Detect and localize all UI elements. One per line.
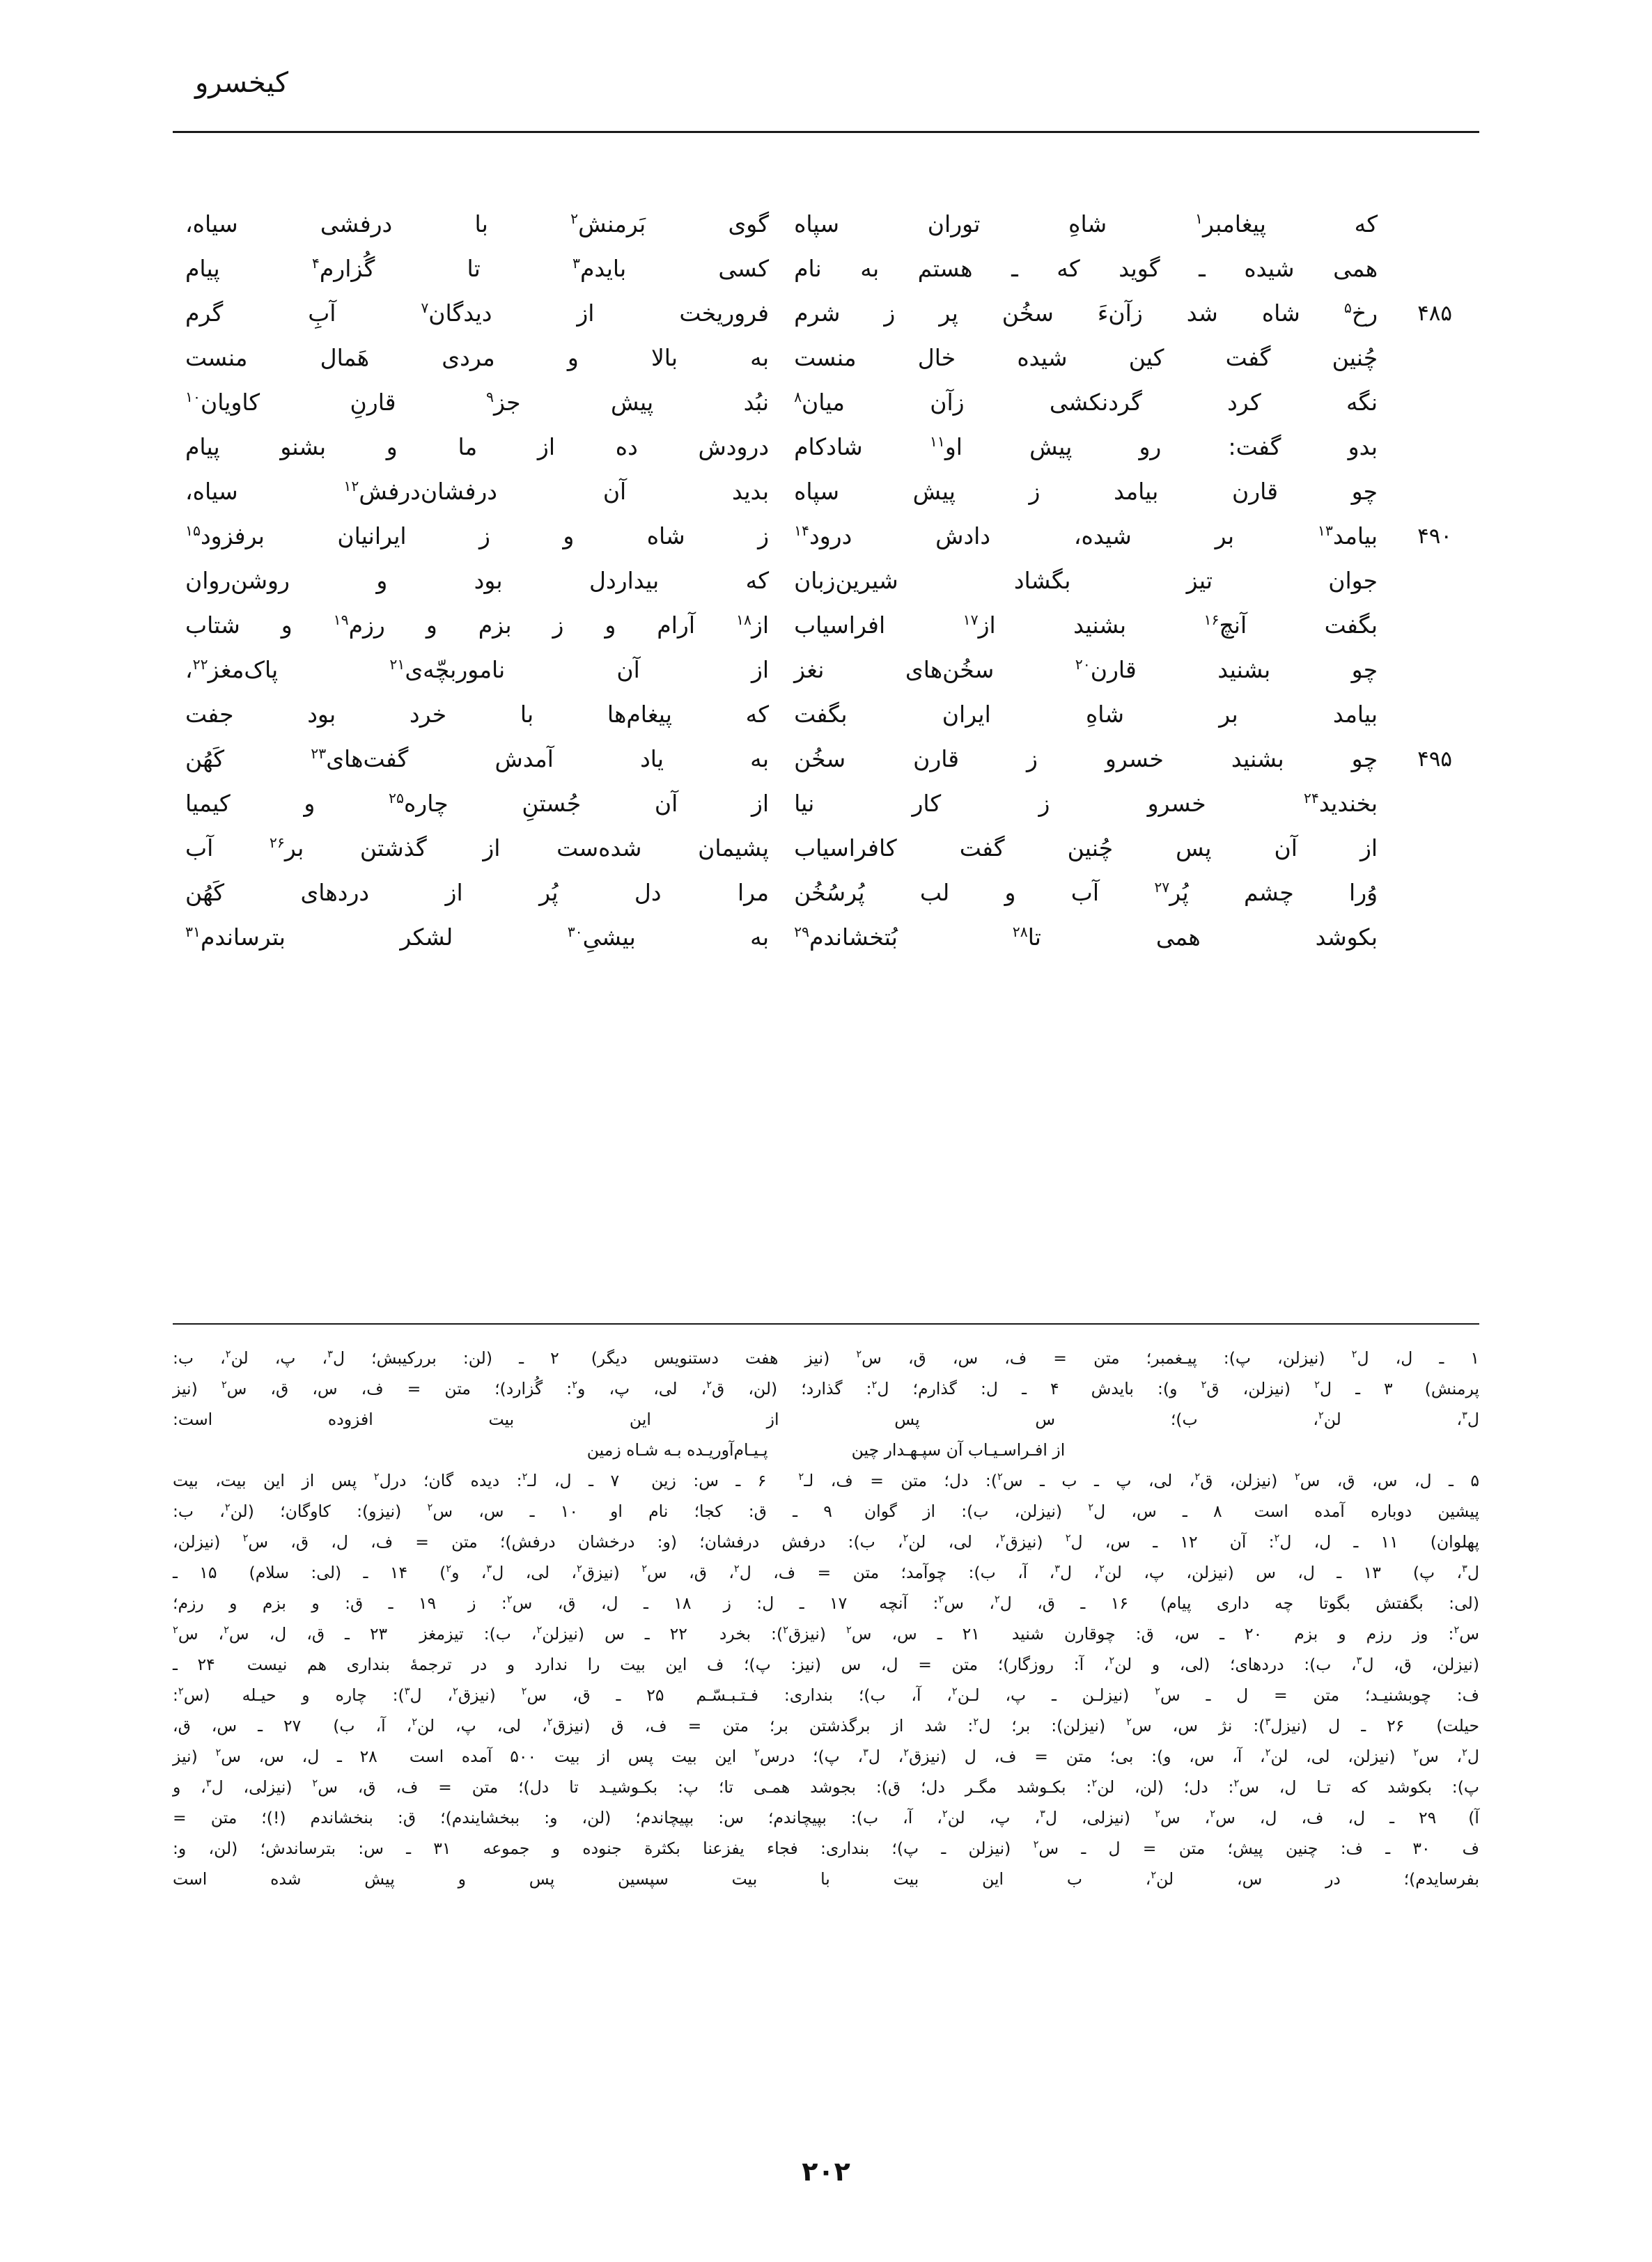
verse-number: ۴۹۵ xyxy=(1417,747,1453,772)
apparatus-line: پ): بکوشد که تـا ل، س$^۲$: دل؛ (لن، لن$^۲$: بکـوشد مگـر دل؛ ق): بجوشد همـی تا؛ پ: بکـوشیـد تا دل)؛ متن = ف، ق، س$^۲$ (نیزلی، ل$^۳$، و xyxy=(173,1777,1480,1797)
hemistich-text: به بیشیِ$^{۳۰}$ لشکر بترساندم$^{۳۱}$ xyxy=(185,923,770,951)
verse-hemistich-first xyxy=(781,826,1390,871)
apparatus-line: ۱ ـ ل، ل$^۲$ (نیزلن، پ): پیـغمبر؛ متن = ف، س، ق، س$^۲$ (نیز هفت دستنویس دیگر)۲ ـ (لن: بررکیبش؛ ل$^۳$، پ، لن$^۲$، ب: xyxy=(173,1348,1479,1368)
verse-row xyxy=(173,202,1479,247)
verse-row xyxy=(173,826,1479,871)
verse-row xyxy=(173,915,1479,960)
hemistich-text: به یاد آمدش گفت‌های$^{۲۳}$ کَهُن xyxy=(185,745,770,772)
hemistich-text: از$^{۱۸}$ آرام و ز بزم و رزم$^{۱۹}$ و شتاب xyxy=(185,611,770,639)
verse-number-cell xyxy=(1390,826,1479,871)
verse-row xyxy=(173,380,1479,425)
verse-number-cell xyxy=(1390,737,1479,781)
verse-hemistich-first xyxy=(781,559,1390,603)
hemistich-text: چو بشنید خسرو ز قارن سخُن xyxy=(794,745,1378,772)
apparatus-line: ف: چوبشنیـد؛ متن = ل ـ س$^۲$ (نیزلـن ـ پ، لـن$^۲$، آ، ب)؛ بنداری: فـتـبـسّـم۲۵ ـ ق، س$^۲$ (نیزق$^۲$، ل$^۳$): چاره و حیـله(س$^۲$: xyxy=(173,1685,1480,1705)
verse-number-cell xyxy=(1390,425,1479,469)
hemistich-text: به بالا و مردی هَمال منست xyxy=(185,344,770,371)
apparatus-line: از افـراسـیـاب آن سپـهـدار چینپـیـام‌آوریـده بـه شـاه زمین xyxy=(586,1440,1066,1460)
verse-row xyxy=(173,559,1479,603)
verse-row xyxy=(173,514,1479,559)
verse-hemistich-first xyxy=(781,247,1390,291)
verse-hemistich-second xyxy=(173,469,781,514)
verse-hemistich-first xyxy=(781,781,1390,826)
verse-number-cell xyxy=(1390,469,1479,514)
verse-hemistich-second xyxy=(173,915,781,960)
verse-hemistich-second xyxy=(173,692,781,737)
verse-number-cell xyxy=(1390,202,1479,247)
hemistich-text: از آن جُستنِ چاره$^{۲۵}$ و کیمیا xyxy=(185,790,770,817)
verse-hemistich-second xyxy=(173,781,781,826)
verse-hemistich-second xyxy=(173,291,781,336)
apparatus-line: حیلت)۲۶ ـ ل (نیزل$^۳$): نژ س، س$^۲$ (نیزلن): بر؛ ل$^۲$: شد از برگذشتن بر؛ متن = ف، ق (نیزق$^۲$، لی، پ، لن$^۲$، آ، ب)۲۷ ـ س، ق، xyxy=(173,1716,1479,1736)
verse-number-cell xyxy=(1390,603,1479,648)
apparatus-line: ل$^۳$، لن$^۲$، ب)؛ س پس از این بیت افزوده است: xyxy=(173,1410,1479,1429)
apparatus-line: ل$^۳$، پ)۱۳ ـ ل، س (نیزلن، پ، لن$^۲$، ل$^۳$، آ، ب): چوآمد؛ متن = ف، ل$^۲$، ق، س$^۲$ (نیزق$^۲$، لی، ل$^۳$، و$^۲$)۱۴ ـ (لی: سلام)۱۵ ـ xyxy=(173,1563,1479,1582)
verse-hemistich-first xyxy=(781,336,1390,380)
verse-row xyxy=(173,781,1479,826)
apparatus-body xyxy=(173,1343,1479,1894)
verse-table-body xyxy=(173,202,1479,960)
verse-hemistich-first xyxy=(781,692,1390,737)
verse-hemistich-first xyxy=(781,603,1390,648)
apparatus-divider xyxy=(173,1323,1479,1325)
verse-number-cell xyxy=(1390,247,1479,291)
hemistich-text: بخندید$^{۲۴}$ خسرو ز کار نیا xyxy=(794,790,1378,817)
verse-number-cell xyxy=(1390,291,1479,336)
verse-row xyxy=(173,871,1479,915)
verse-hemistich-first xyxy=(781,737,1390,781)
hemistich-text: پشیمان شده‌ست از گذشتن بر$^{۲۶}$ آب xyxy=(185,834,770,861)
verse-hemistich-second xyxy=(173,603,781,648)
hemistich-text: نبُد پیش جز$^۹$ قارنِ کاویان$^{۱۰}$ xyxy=(185,389,770,416)
apparatus-line: ف۳۰ ـ ف: چنین پیش؛ متن = ل ـ س$^۲$ (نیزلن ـ پ)؛ بنداری: فجاء یفزعنا بکثرة جنوده و جموعه۳۱ ـ س: بترساندش؛ (لن، و: xyxy=(173,1839,1479,1858)
verse-number-cell xyxy=(1390,781,1479,826)
verse-row xyxy=(173,737,1479,781)
verse-row xyxy=(173,692,1479,737)
apparatus-line: پهلوان)۱۱ ـ ل، ل$^۲$: آن۱۲ ـ س، ل$^۲$ (نیزق$^۲$، لی، لن$^۲$، ب): درفش درفشان؛ (و: درخشان درفش)؛ متن = ف، ل، ق، س$^۲$ (نیزلن، xyxy=(173,1532,1479,1552)
hemistich-text: کسی بایدم$^۳$ تا گُزارم$^۴$ پیام xyxy=(185,255,770,282)
hemistich-text: ز شاه و ز ایرانیان برفزود$^{۱۵}$ xyxy=(185,522,770,549)
hemistich-text: چو قارن بیامد ز پیش سپاه xyxy=(794,478,1378,505)
verse-hemistich-first xyxy=(781,291,1390,336)
verse-hemistich-second xyxy=(173,425,781,469)
verse-hemistich-first xyxy=(781,514,1390,559)
hemistich-text: بگفت آنچ$^{۱۶}$ بشنید از$^{۱۷}$ افراسیاب xyxy=(794,611,1378,639)
verse-hemistich-second xyxy=(173,737,781,781)
verse-number-cell xyxy=(1390,559,1479,603)
verse-row xyxy=(173,425,1479,469)
hemistich-text: فروریخت از دیدگان$^۷$ آبِ گرم xyxy=(185,299,770,327)
verse-hemistich-first xyxy=(781,871,1390,915)
hemistich-text: درودش ده از ما و بشنو پیام xyxy=(185,433,770,460)
hemistich-text: چو بشنید قارن$^{۲۰}$ سخُن‌های نغز xyxy=(794,656,1378,683)
hemistich-text: که بیداردل بود و روشن‌روان xyxy=(185,567,770,594)
verse-hemistich-first xyxy=(781,380,1390,425)
running-title: کیخسرو xyxy=(194,67,288,99)
verse-number-cell xyxy=(1390,692,1479,737)
apparatus-line: بفرسایدم)؛ در س، لن$^۲$، ب این بیت با بیت سپسین پس و پیش شده است xyxy=(173,1869,1479,1889)
hemistich-text: بکوشد همی تا$^{۲۸}$ بُتخشاندم$^{۲۹}$ xyxy=(794,923,1378,951)
verse-hemistich-second xyxy=(173,648,781,692)
apparatus-line: س$^۲$: وز رزم و بزم۲۰ ـ س، ق: چوقارن شنید۲۱ ـ س، س$^۲$ (نیزق$^۲$): بخرد۲۲ ـ س (نیزلن$^۲$، ب): تیزمغز۲۳ ـ ق، ل، س$^۲$، س$^۲$ xyxy=(173,1624,1479,1644)
verse-row xyxy=(173,603,1479,648)
apparatus-line: ل$^۲$، س$^۲$ (نیزلن، لی، لن$^۲$، آ، س، و): بی؛ متن = ف، ل (نیزق$^۲$، ل$^۳$، پ)؛ درس$^۲$ این بیت پس از بیت ۵۰۰ آمده است۲۸ ـ ل، س، س$^۲$ (نیز xyxy=(173,1747,1479,1766)
page-footer xyxy=(0,2156,1652,2187)
hemistich-text: بدو گفت: رو پیش او$^{۱۱}$ شادکام xyxy=(794,433,1378,460)
hemistich-text: جوان تیز بگشاد شیرین‌زبان xyxy=(794,567,1378,594)
critical-apparatus xyxy=(173,1323,1479,2109)
hemistich-text: چُنین گفت کین شیده خال منست xyxy=(794,344,1378,371)
verse-hemistich-first xyxy=(781,425,1390,469)
page-header xyxy=(173,67,1479,123)
apparatus-line: ۵ ـ ل، س، ق، س$^۲$ (نیزلن، ق$^۲$، لی، پ ـ ب ـ س$^۲$): دل؛ متن = ف، لـ$^۲$۶ ـ س: زین۷ ـ ل، لـ$^۲$: دیده گان؛ درل$^۲$ پس از این بیت، بیت xyxy=(173,1471,1480,1490)
verse-hemistich-second xyxy=(173,247,781,291)
verse-number-cell xyxy=(1390,871,1479,915)
verse-table xyxy=(173,202,1479,960)
header-divider xyxy=(173,131,1479,133)
verse-number-cell xyxy=(1390,514,1479,559)
verse-hemistich-second xyxy=(173,871,781,915)
apparatus-line: (نیزلن، ق، ل$^۳$، ب): دردهای؛ (لی، و لن$^۲$، آ: روزگار)؛ متن = ل، س (نیز: پ)؛ ف این بیت را ندارد و در ترجمۀ بنداری هم نیست۲۴ ـ xyxy=(173,1655,1479,1674)
verse-number-cell xyxy=(1390,336,1479,380)
verse-row xyxy=(173,247,1479,291)
hemistich-text: که پیغام‌ها با خرد بود جفت xyxy=(185,701,770,728)
hemistich-text: بدید آن درفشان‌درفش$^{۱۲}$ سیاه، xyxy=(185,478,770,505)
verse-hemistich-second xyxy=(173,336,781,380)
hemistich-text: بیامد$^{۱۳}$ بر شیده، دادش درود$^{۱۴}$ xyxy=(794,522,1378,549)
verse-hemistich-first xyxy=(781,202,1390,247)
verse-row xyxy=(173,291,1479,336)
hemistich-text: رخ$^۵$ شاه شد زآن‌ءَ سخُن پر ز شرم xyxy=(794,299,1378,327)
verse-number: ۴۸۵ xyxy=(1417,301,1453,326)
verse-row xyxy=(173,336,1479,380)
hemistich-text: همی شیده ـ گوید که ـ هستم به نام xyxy=(794,255,1378,282)
hemistich-text: بیامد بر شاهِ ایران بگفت xyxy=(794,701,1378,728)
verse-number-cell xyxy=(1390,380,1479,425)
apparatus-line: پیشین دوباره آمده است۸ ـ س، ل$^۲$ (نیزلن، ب): از گوان۹ ـ ق: کجا؛ نام او۱۰ ـ س، س$^۲$ (نیزو): کاوگان؛ (لن$^۲$، ب: xyxy=(173,1502,1479,1521)
hemistich-text: از آن پس چُنین گفت کافراسیاب xyxy=(794,834,1378,861)
apparatus-line: (لی: بگفتش بگوتا چه داری پیام)۱۶ ـ ق، ل$^۲$، س$^۲$: آنچه۱۷ ـ ل: ز۱۸ ـ ل، ق، س$^۲$: ز۱۹ ـ ق: و بزم و رزم؛ xyxy=(173,1593,1479,1613)
verse-hemistich-second xyxy=(173,559,781,603)
verse-hemistich-second xyxy=(173,202,781,247)
hemistich-text: نگه کرد گردنکشی زآن میان$^۸$ xyxy=(794,389,1378,416)
verse-hemistich-first xyxy=(781,469,1390,514)
verse-hemistich-second xyxy=(173,514,781,559)
apparatus-line: آ)۲۹ ـ ل، ف، ل، س$^۲$، س$^۲$ (نیزلی، ل$^۳$، پ، لن$^۲$، آ، ب): بپیچاندم؛ س: بپیچاندم؛ (لن، و: ببخشایندم)؛ ق: بنخشاندم (!)؛ متن = xyxy=(173,1808,1479,1827)
verse-block xyxy=(173,202,1479,1240)
hemistich-text: گوی بَرمنش$^۲$ با درفشی سیاه، xyxy=(185,210,770,237)
verse-row xyxy=(173,648,1479,692)
hemistich-text: مرا دل پُر از دردهای کَهُن xyxy=(185,879,770,906)
hemistich-text: وُرا چشم پُر$^{۲۷}$ آب و لب پُرسُخُن xyxy=(794,879,1378,906)
verse-hemistich-second xyxy=(173,826,781,871)
verse-hemistich-first xyxy=(781,648,1390,692)
verse-number-cell xyxy=(1390,915,1479,960)
hemistich-text: که پیغامبر$^۱$ شاهِ توران سپاه xyxy=(794,210,1378,237)
verse-row xyxy=(173,469,1479,514)
apparatus-line: پرمنش)۳ ـ ل$^۲$ (نیزلن، ق$^۲$ و): بایدش۴ ـ ل: گذارم؛ ل$^۲$: گذارد؛ (لن، ق$^۲$، لی، پ، و$^۲$: گُزارد)؛ متن = ف، س، ق، س$^۲$ (نیز xyxy=(173,1379,1479,1398)
hemistich-text: از آن ناموربچّه‌ی$^{۲۱}$ پاک‌مغز$^{۲۲}$، xyxy=(185,656,770,683)
verse-hemistich-first xyxy=(781,915,1390,960)
verse-hemistich-second xyxy=(173,380,781,425)
page-number: ۲۰۲ xyxy=(802,2156,850,2187)
verse-number: ۴۹۰ xyxy=(1417,524,1453,549)
verse-number-cell xyxy=(1390,648,1479,692)
